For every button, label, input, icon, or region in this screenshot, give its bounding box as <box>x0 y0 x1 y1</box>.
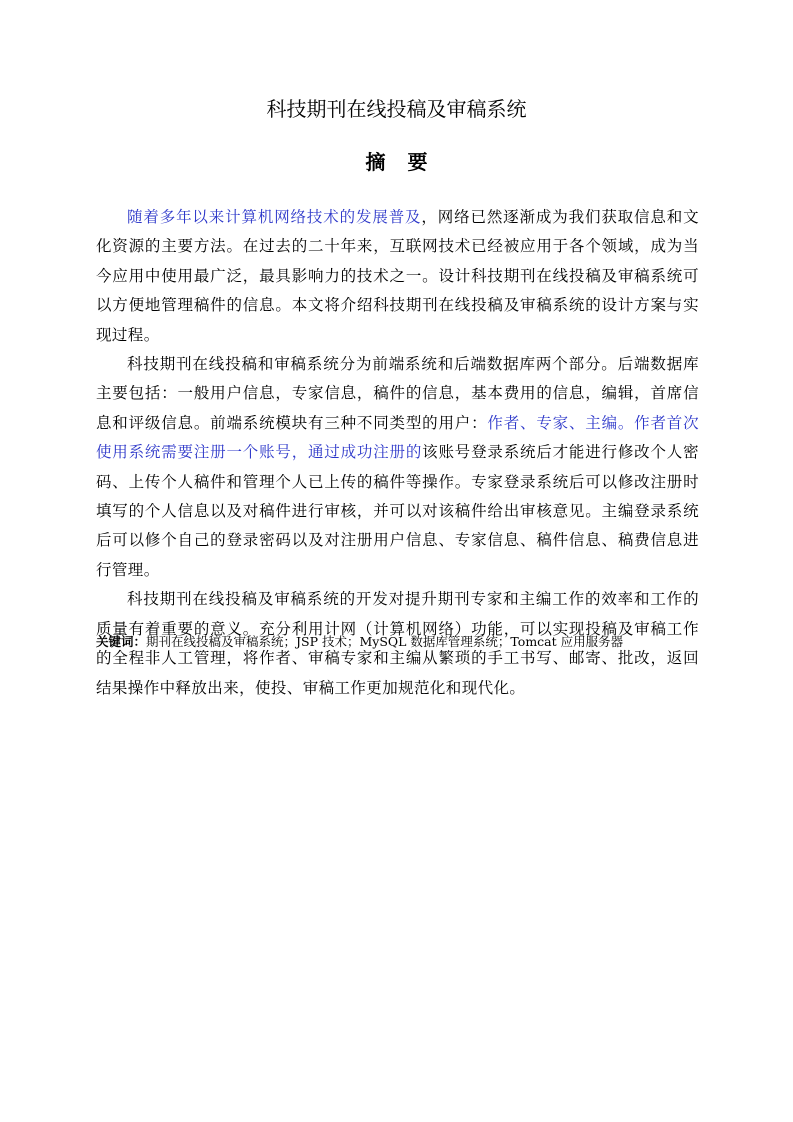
paragraph-text: 科技期刊在线投稿及审稿系统的开发对提升期刊专家和主编工作的效率和工作的质量有着重要的意义。充分利用计网（计算机网络）功能，可以实现投稿及审稿工作的全程非人工管理，将作者、审稿专家和主编从繁琐的手工书写、邮寄、批改，返回结果操作中释放出来，使投、审稿工作更加规范化和现代化。 <box>96 590 699 697</box>
abstract-paragraph-1 <box>96 203 699 350</box>
document-title: 科技期刊在线投稿及审稿系统 <box>266 97 527 121</box>
abstract-body <box>96 203 699 703</box>
paragraph-text: ，网络已然逐渐成为我们获取信息和文化资源的主要方法。在过去的二十年来，互联网技术已经被应用于各个领域，成为当今应用中使用最广泛，最具影响力的技术之一。设计科技期刊在线投稿及审稿系统可以方便地管理稿件的信息。本文将介绍科技期刊在线投稿及审稿系统的设计方案与实现过程。 <box>96 208 699 344</box>
keywords-label: 关键词： <box>96 634 147 649</box>
keywords-line <box>96 632 706 652</box>
highlighted-text: 随着多年以来计算机网络技术的发展普及 <box>127 208 422 226</box>
paragraph-text: 科技期刊在线投稿和审稿系统分为前端系统和后端数据库两个部分。后端数据库主要包括：一般用户信息，专家信息，稿件的信息，基本费用的信息，编辑，首席信息和评级信息。前端系统模块有三种不同类型的用户： <box>96 355 699 432</box>
abstract-paragraph-2 <box>96 350 699 585</box>
highlighted-text: 作者、专家、主编。作者首次使用系统需要注册一个账号，通过成功注册的 <box>96 413 700 462</box>
keywords-text: 期刊在线投稿及审稿系统；JSP 技术；MySQL 数据库管理系统；Tomcat 应用服务器 <box>146 634 624 649</box>
abstract-heading: 摘要 <box>365 150 450 174</box>
paragraph-text: 该账号登录系统后才能进行修改个人密码、上传个人稿件和管理个人已上传的稿件等操作。专家登录系统后可以修改注册时填写的个人信息以及对稿件进行审核，并可以对该稿件给出审核意见。主编登录系统后可以修个自己的登录密码以及对注册用户信息、专家信息、稿件信息、稿费信息进行管理。 <box>96 443 699 579</box>
